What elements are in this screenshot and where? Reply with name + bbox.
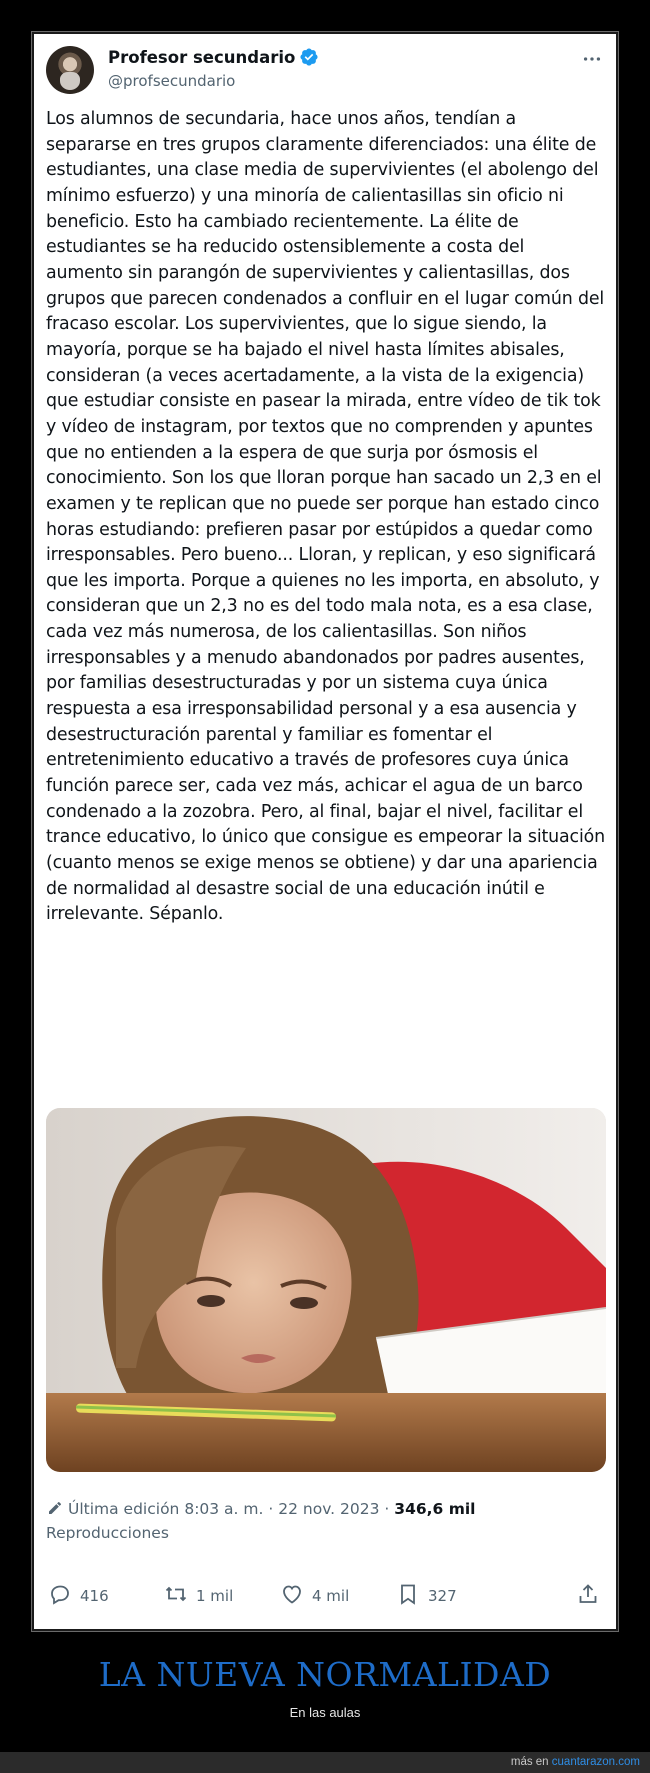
repost-button[interactable] <box>164 1581 233 1611</box>
tweet-meta <box>46 1497 606 1545</box>
caption-subtitle: En las aulas <box>289 1705 361 1720</box>
photo-girl-on-desk-image <box>46 1108 606 1472</box>
footer-bar <box>0 1752 650 1773</box>
views-count: 346,6 mil <box>394 1500 476 1518</box>
caption-title: LA NUEVA NORMALIDAD <box>98 1655 552 1694</box>
verified-badge-icon <box>299 47 319 67</box>
reply-count: 416 <box>80 1587 109 1605</box>
edited-label[interactable]: Última edición <box>68 1500 180 1518</box>
like-count: 4 mil <box>312 1587 350 1605</box>
tweet-time[interactable]: 8:03 a. m. <box>184 1500 264 1518</box>
author-name-line <box>108 47 319 67</box>
tweet-card <box>32 32 618 1631</box>
tweet-text: Los alumnos de secundaria, hace unos años, tendían a separarse en tres grupos claramente diferenciados: una élite de estudiantes, una clase media de supervivientes (el abolengo del mínimo esfuerzo) y una minoría de calientasillas sin oficio ni beneficio. Esto ha cambiado recientemente. La élite de estudiantes se ha reducido ostensiblemente a costa del aumento sin parangón de supervivientes y calientasillas, dos grupos que parecen condenados a confluir en el lugar común del fracaso escolar. Los supervivientes, que lo sigue siendo, la mayoría, porque se ha bajado el nivel hasta límites abisales, consideran (a veces acertadamente, a la vista de la exigencia) que estudiar consiste en pasear la mirada, entre vídeo de tik tok y vídeo de instagram, por textos que no comprenden y apuntes que no entienden a la espera de que surja por ósmosis el conocimiento. Son los que lloran porque han sacado un 2,3 en el examen y te replican que no puede ser porque han estado cinco horas estudiando: prefieren pasar por estúpidos a quedar como irresponsables. Pero bueno... Lloran, y replican, y eso significará que les importa. Porque a quienes no les importa, en absoluto, y consideran que un 2,3 no es del todo mala nota, es a esa clase, cada vez más numerosa, de los calientasillas. Son niños irresponsables y a menudo abandonados por padres ausentes, por familias desestructuradas y por un sistema cuya única respuesta a esa irresponsabilidad personal y a esa ausencia y desestructuración parental y familiar es fomentar el entretenimiento educativo a través de profesores cuya única función parece ser, cada vez más, achicar el agua de un barco condenado a la zozobra. Pero, al final, bajar el nivel, facilitar el trance educativo, lo único que consigue es empeorar la situación (cuanto menos se exige menos se obtiene) y dar una apariencia de normalidad al desastre social de una educación inútil e irrelevante. Sépanlo. <box>46 109 611 925</box>
tweet-photo[interactable] <box>46 1108 606 1472</box>
meta-separator: · <box>384 1500 395 1518</box>
more-options-icon[interactable] <box>580 48 604 68</box>
meta-separator: · <box>268 1500 279 1518</box>
author-handle[interactable]: @profsecundario <box>108 72 236 90</box>
repost-icon <box>164 1582 188 1610</box>
views-label: Reproducciones <box>46 1524 169 1542</box>
author-name[interactable]: Profesor secundario <box>108 47 296 67</box>
bookmark-button[interactable] <box>396 1581 457 1611</box>
share-button[interactable] <box>576 1581 600 1611</box>
tweet-header <box>46 44 604 92</box>
like-button[interactable] <box>280 1581 349 1611</box>
pencil-icon <box>46 1499 64 1515</box>
share-icon <box>576 1582 600 1610</box>
bookmark-count: 327 <box>428 1587 457 1605</box>
footer-link[interactable]: cuantarazon.com <box>551 1756 640 1768</box>
repost-count: 1 mil <box>196 1587 234 1605</box>
avatar[interactable] <box>46 46 94 94</box>
reply-button[interactable] <box>48 1581 109 1611</box>
tweet-date[interactable]: 22 nov. 2023 <box>278 1500 380 1518</box>
reply-icon <box>48 1582 72 1610</box>
bookmark-icon <box>396 1582 420 1610</box>
tweet-actions <box>46 1581 606 1611</box>
heart-icon <box>280 1582 304 1610</box>
footer-prefix: más en <box>510 1756 549 1768</box>
